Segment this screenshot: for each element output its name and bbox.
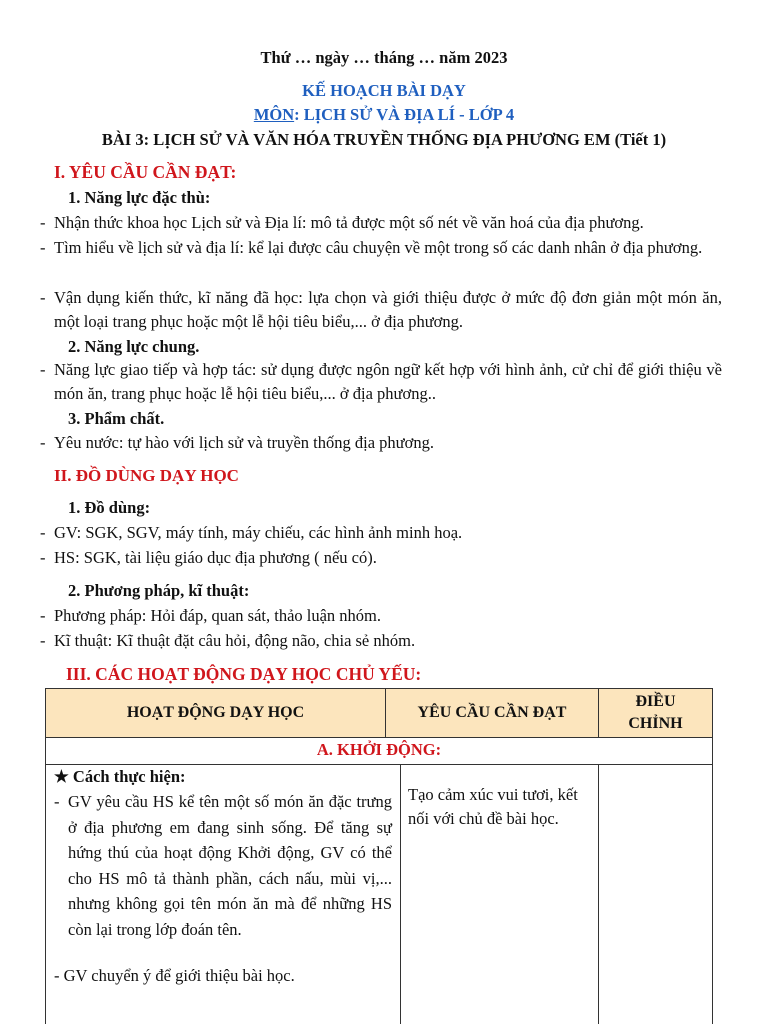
table-row (45, 764, 713, 1024)
section-a-row: A. KHỞI ĐỘNG: (45, 738, 713, 764)
plan-title: KẾ HOẠCH BÀI DẠY (302, 81, 466, 100)
activity-cell (54, 765, 392, 988)
list-item: - GV: SGK, SGV, máy tính, máy chiếu, các hình ảnh minh hoạ. (40, 523, 463, 542)
section-1-sub-2: 2. Năng lực chung. (68, 337, 200, 356)
section-2-title: II. ĐỒ DÙNG DẠY HỌC (54, 466, 239, 485)
table-header (45, 688, 713, 738)
subject-label: MÔN (253, 105, 295, 124)
date-line: Thứ … ngày … tháng … năm 2023 (260, 48, 508, 67)
column-header-adjustment: ĐIỀU CHỈNH (628, 693, 683, 732)
list-item: - Phương pháp: Hỏi đáp, quan sát, thảo luận nhóm. (40, 606, 382, 625)
lesson-title: BÀI 3: LỊCH SỬ VÀ VĂN HÓA TRUYỀN THỐNG ĐỊA PHƯƠNG EM (Tiết 1) (101, 130, 667, 149)
list-item: - Năng lực giao tiếp và hợp tác: sử dụng được ngôn ngữ kết hợp với hình ảnh, cử chỉ để giới thiệu về món ăn, trang phục hoặc lễ hội tiêu biểu,... ở địa phương.. (40, 360, 722, 403)
list-item: - Vận dụng kiến thức, kĩ năng đã học: lựa chọn và giới thiệu được ở mức độ đơn giản một món ăn, một loại trang phục hoặc một lễ hội tiêu biểu,... ở địa phương. (40, 288, 722, 331)
subject-line (0, 103, 768, 127)
list-item: - Tìm hiểu về lịch sử và địa lí: kể lại được câu chuyện về một trong số các danh nhân ở địa phương. (40, 238, 703, 257)
list-item: - Yêu nước: tự hào với lịch sử và truyền thống địa phương. (40, 433, 434, 452)
requirement-cell: Tạo cảm xúc vui tươi, kết nối với chủ đề bài học. (408, 785, 578, 828)
list-item: - Nhận thức khoa học Lịch sử và Địa lí: mô tả được một số nét về văn hoá của địa phương. (40, 213, 644, 232)
section-2-sub-2: 2. Phương pháp, kĩ thuật: (68, 581, 250, 600)
section-1-title: I. YÊU CẦU CẦN ĐẠT: (54, 162, 237, 182)
method-heading: ★ Cách thực hiện: (54, 767, 186, 786)
section-2-sub-1: 1. Đồ dùng: (68, 498, 151, 517)
section-3-title: III. CÁC HOẠT ĐỘNG DẠY HỌC CHỦ YẾU: (66, 664, 422, 684)
section-1-sub-3: 3. Phẩm chất. (68, 409, 165, 428)
activity-text-2: - GV chuyển ý để giới thiệu bài học. (54, 966, 295, 985)
list-item: - HS: SGK, tài liệu giáo dục địa phương ( nếu có). (40, 548, 377, 567)
star-icon: ★ (54, 767, 69, 786)
activity-text: - GV yêu cầu HS kể tên một số món ăn đặc trưng ở địa phương em đang sinh sống. Để tăng sự hứng thú của hoạt động Khởi động, GV có thể cho HS mô tả thành phần, cách nấu, mùi vị,... nhưng không gọi tên món ăn mà để những HS còn lại trong lớp đoán tên. (54, 792, 392, 939)
section-1-sub-1: 1. Năng lực đặc thù: (68, 188, 211, 207)
subject-rest: : LỊCH SỬ VÀ ĐỊA LÍ - LỚP 4 (294, 105, 515, 124)
column-header-requirements: YÊU CẦU CẦN ĐẠT (417, 704, 567, 721)
list-item: - Kĩ thuật: Kĩ thuật đặt câu hỏi, động não, chia sẻ nhóm. (40, 631, 416, 650)
column-header-activities: HOẠT ĐỘNG DẠY HỌC (126, 704, 305, 721)
